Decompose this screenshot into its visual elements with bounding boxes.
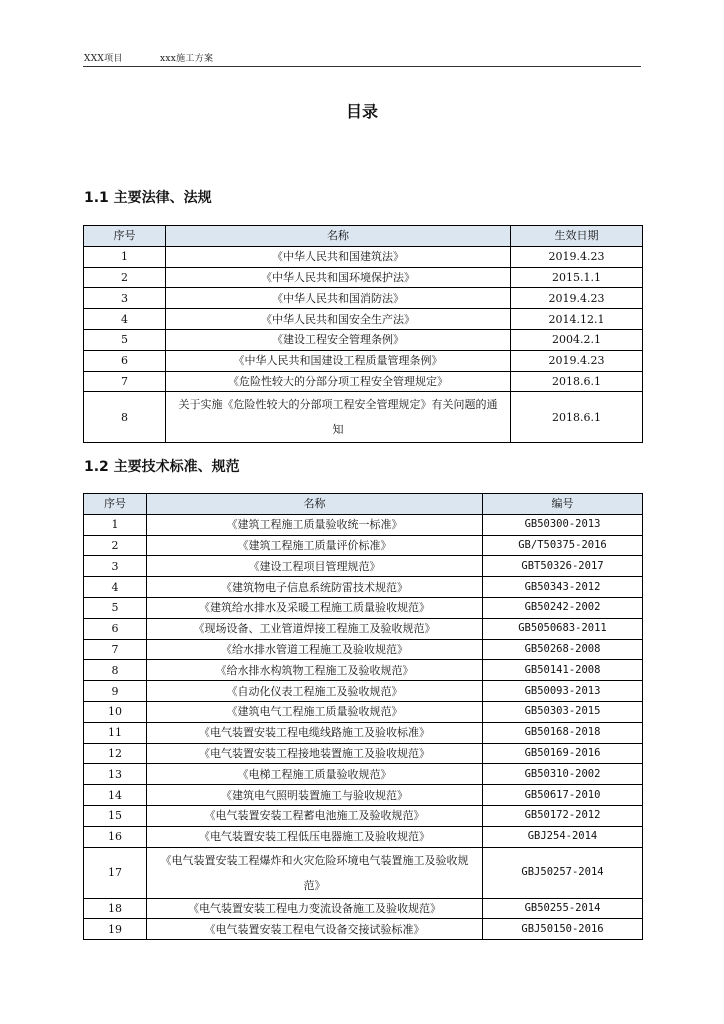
table-row: [84, 898, 643, 919]
row-name: 《中华人民共和国环境保护法》: [166, 267, 511, 288]
row-number: 3: [84, 556, 147, 577]
row-number: 14: [84, 785, 147, 806]
table-row: [84, 639, 643, 660]
row-code: GB50255-2014: [483, 898, 643, 919]
row-name: 《自动化仪表工程施工及验收规范》: [147, 681, 483, 702]
row-name: 《电气装置安装工程低压电器施工及验收规范》: [147, 826, 483, 847]
row-name: 《建筑电气工程施工质量验收规范》: [147, 701, 483, 722]
row-code: GBJ254-2014: [483, 826, 643, 847]
table-row: [84, 535, 643, 556]
column-header-no: 序号: [84, 226, 166, 247]
laws-table-body: [84, 246, 643, 443]
standards-table-body: [84, 514, 643, 939]
table-row: [84, 329, 643, 350]
row-number: 2: [84, 267, 166, 288]
table-header-row: [84, 494, 643, 515]
row-date: 2014.12.1: [511, 309, 643, 330]
section-heading-standards: 1.2 主要技术标准、规范: [84, 459, 240, 475]
row-code: GB/T50375-2016: [483, 535, 643, 556]
row-code: GB50168-2018: [483, 722, 643, 743]
row-number: 17: [84, 847, 147, 898]
row-number: 8: [84, 660, 147, 681]
row-number: 11: [84, 722, 147, 743]
row-number: 16: [84, 826, 147, 847]
row-name: 关于实施《危险性较大的分部项工程安全管理规定》有关问题的通知: [166, 392, 511, 443]
page-header: [83, 52, 641, 67]
header-plan: xxx施工方案: [160, 54, 214, 64]
column-header-name: 名称: [147, 494, 483, 515]
row-name: 《中华人民共和国消防法》: [166, 288, 511, 309]
row-name: 《建设工程项目管理规范》: [147, 556, 483, 577]
row-number: 8: [84, 392, 166, 443]
row-number: 1: [84, 246, 166, 267]
table-row: [84, 392, 643, 443]
row-number: 19: [84, 919, 147, 940]
row-number: 18: [84, 898, 147, 919]
row-number: 7: [84, 371, 166, 392]
table-row: [84, 309, 643, 330]
row-code: GB50172-2012: [483, 805, 643, 826]
row-code: GB50300-2013: [483, 514, 643, 535]
row-name: 《电气装置安装工程电缆线路施工及验收标准》: [147, 722, 483, 743]
row-number: 15: [84, 805, 147, 826]
column-header-code: 编号: [483, 494, 643, 515]
row-code: GB50169-2016: [483, 743, 643, 764]
table-row: [84, 785, 643, 806]
row-number: 6: [84, 350, 166, 371]
table-row: [84, 764, 643, 785]
row-date: 2018.6.1: [511, 392, 643, 443]
table-row: [84, 597, 643, 618]
row-number: 10: [84, 701, 147, 722]
row-number: 4: [84, 577, 147, 598]
row-number: 13: [84, 764, 147, 785]
row-number: 7: [84, 639, 147, 660]
row-name: 《建筑工程施工质量评价标准》: [147, 535, 483, 556]
row-number: 9: [84, 681, 147, 702]
row-name: 《给水排水管道工程施工及验收规范》: [147, 639, 483, 660]
column-header-no: 序号: [84, 494, 147, 515]
row-number: 4: [84, 309, 166, 330]
row-number: 5: [84, 329, 166, 350]
row-date: 2015.1.1: [511, 267, 643, 288]
row-code: GB50310-2002: [483, 764, 643, 785]
row-code: GB50303-2015: [483, 701, 643, 722]
table-row: [84, 288, 643, 309]
row-name: 《电气装置安装工程电力变流设备施工及验收规范》: [147, 898, 483, 919]
table-row: [84, 618, 643, 639]
header-project: XXX项目: [84, 54, 123, 64]
row-name: 《中华人民共和国建筑法》: [166, 246, 511, 267]
table-row: [84, 826, 643, 847]
row-name: 《现场设备、工业管道焊接工程施工及验收规范》: [147, 618, 483, 639]
table-row: [84, 246, 643, 267]
laws-table: [83, 225, 643, 443]
row-date: 2019.4.23: [511, 350, 643, 371]
table-row: [84, 660, 643, 681]
row-code: GBT50326-2017: [483, 556, 643, 577]
row-date: 2019.4.23: [511, 288, 643, 309]
row-number: 5: [84, 597, 147, 618]
row-date: 2018.6.1: [511, 371, 643, 392]
row-name: 《建筑工程施工质量验收统一标准》: [147, 514, 483, 535]
row-number: 6: [84, 618, 147, 639]
column-header-date: 生效日期: [511, 226, 643, 247]
table-row: [84, 701, 643, 722]
table-row: [84, 847, 643, 898]
row-name: 《建筑物电子信息系统防雷技术规范》: [147, 577, 483, 598]
row-name: 《中华人民共和国建设工程质量管理条例》: [166, 350, 511, 371]
row-code: GB5050683-2011: [483, 618, 643, 639]
row-name: 《中华人民共和国安全生产法》: [166, 309, 511, 330]
row-name: 《电气装置安装工程蓄电池施工及验收规范》: [147, 805, 483, 826]
row-name: 《建筑电气照明装置施工与验收规范》: [147, 785, 483, 806]
table-row: [84, 919, 643, 940]
table-row: [84, 681, 643, 702]
row-name: 《建设工程安全管理条例》: [166, 329, 511, 350]
table-row: [84, 371, 643, 392]
column-header-name: 名称: [166, 226, 511, 247]
row-name: 《电气装置安装工程爆炸和火灾危险环境电气装置施工及验收规范》: [147, 847, 483, 898]
table-row: [84, 743, 643, 764]
row-code: GB50141-2008: [483, 660, 643, 681]
row-code: GB50093-2013: [483, 681, 643, 702]
row-code: GB50343-2012: [483, 577, 643, 598]
row-code: GBJ50257-2014: [483, 847, 643, 898]
table-row: [84, 267, 643, 288]
row-number: 2: [84, 535, 147, 556]
row-number: 3: [84, 288, 166, 309]
table-header-row: [84, 226, 643, 247]
row-code: GB50268-2008: [483, 639, 643, 660]
row-name: 《给水排水构筑物工程施工及验收规范》: [147, 660, 483, 681]
row-date: 2004.2.1: [511, 329, 643, 350]
row-name: 《建筑给水排水及采暖工程施工质量验收规范》: [147, 597, 483, 618]
row-number: 12: [84, 743, 147, 764]
standards-table: [83, 493, 643, 940]
page-title: 目录: [345, 102, 378, 121]
row-code: GB50242-2002: [483, 597, 643, 618]
row-code: GB50617-2010: [483, 785, 643, 806]
row-number: 1: [84, 514, 147, 535]
table-row: [84, 722, 643, 743]
table-row: [84, 556, 643, 577]
table-row: [84, 350, 643, 371]
row-name: 《电梯工程施工质量验收规范》: [147, 764, 483, 785]
table-row: [84, 577, 643, 598]
table-row: [84, 514, 643, 535]
row-name: 《电气装置安装工程接地装置施工及验收规范》: [147, 743, 483, 764]
row-code: GBJ50150-2016: [483, 919, 643, 940]
row-name: 《危险性较大的分部分项工程安全管理规定》: [166, 371, 511, 392]
table-row: [84, 805, 643, 826]
row-date: 2019.4.23: [511, 246, 643, 267]
section-heading-laws: 1.1 主要法律、法规: [84, 190, 212, 206]
row-name: 《电气装置安装工程电气设备交接试验标准》: [147, 919, 483, 940]
